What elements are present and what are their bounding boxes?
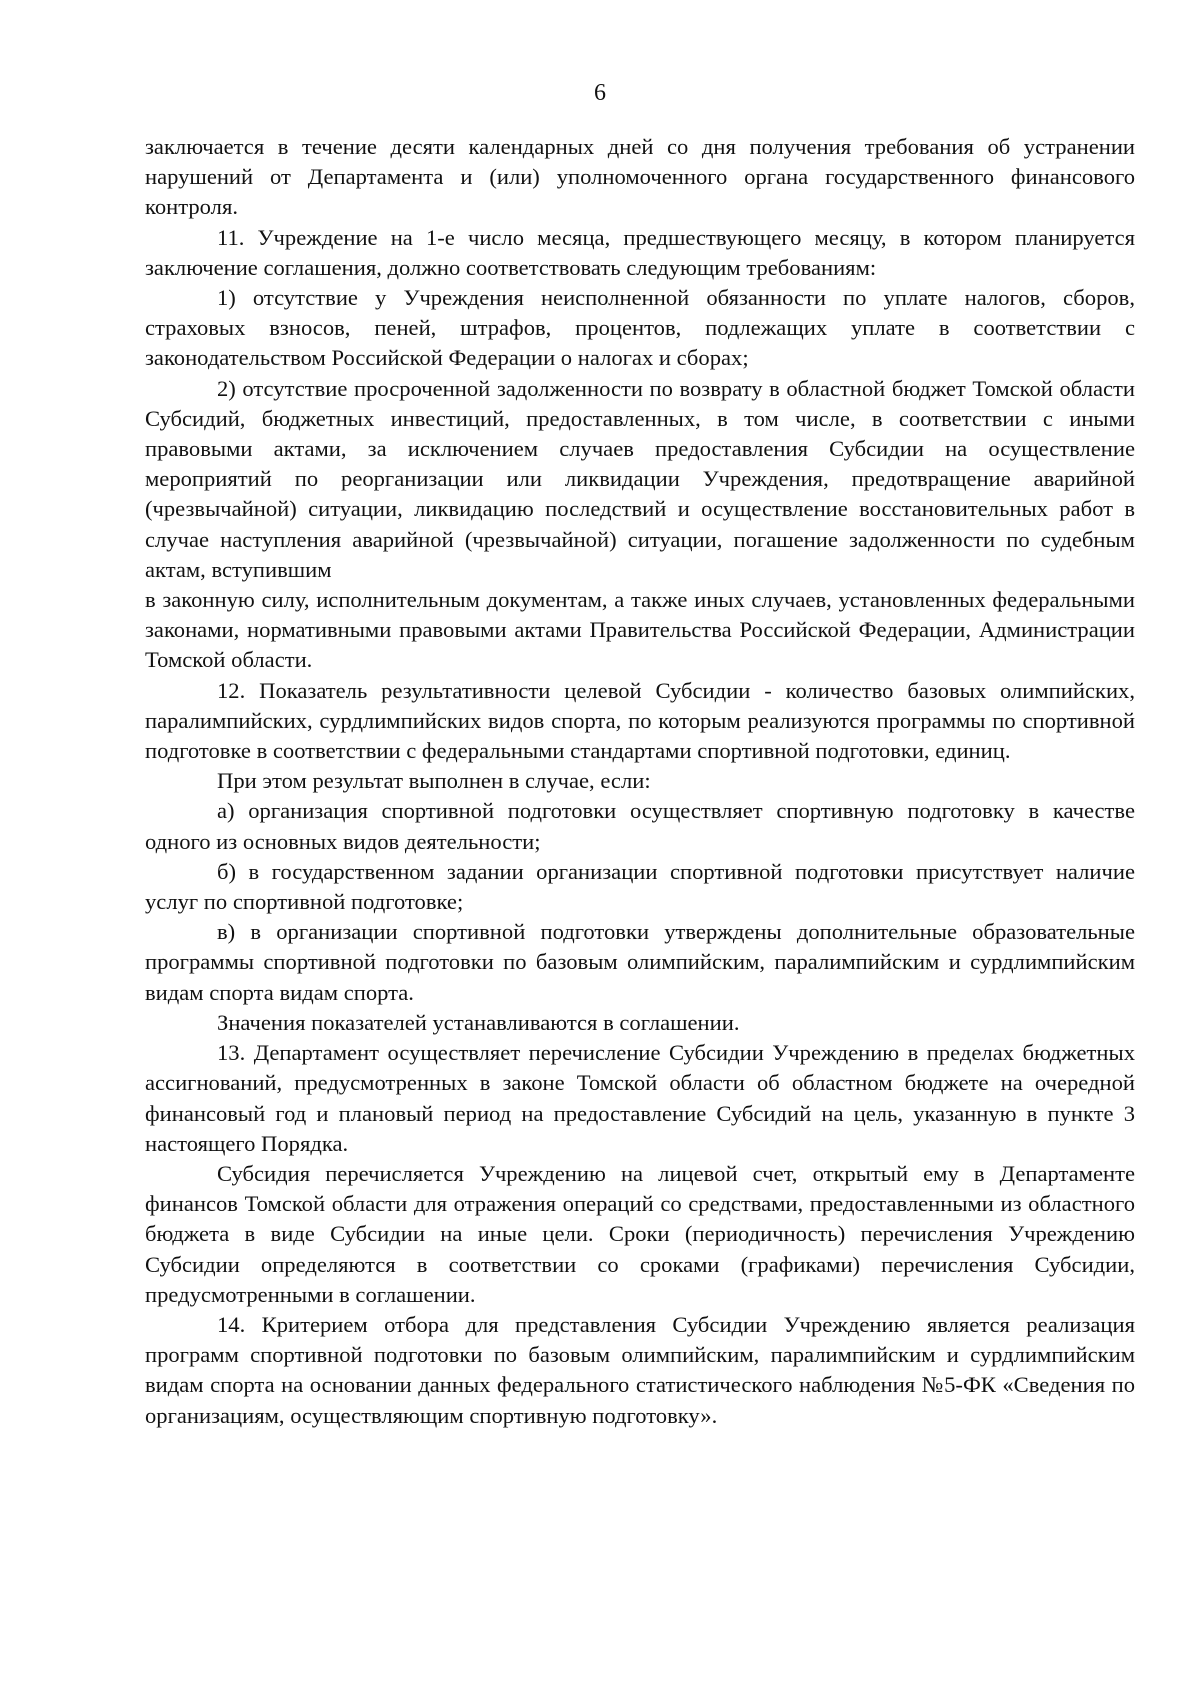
paragraph-item-12: 12. Показатель результативности целевой Субсидии - количество базовых олимпийских, паралимпийских, сурдлимпийских видов спорта, по которым реализуются программы по спортивной подготовке в соответствии с федеральными стандартами спортивной подготовки, единиц. bbox=[145, 677, 1135, 764]
paragraph-result-condition: При этом результат выполнен в случае, если: bbox=[217, 768, 651, 794]
document-body bbox=[145, 132, 1135, 1431]
paragraph-indicator-values: Значения показателей устанавливаются в соглашении. bbox=[217, 1009, 740, 1035]
paragraph-item-14: 14. Критерием отбора для представления Субсидии Учреждению является реализация программ спортивной подготовки по базовым олимпийским, паралимпийским и сурдлимпийским видам спорта на основании данных федерального статистического наблюдения №5-ФК «Сведения по организациям, осуществляющим спортивную подготовку». bbox=[145, 1311, 1135, 1428]
paragraph-condition-c: в) в организации спортивной подготовки утверждены дополнительные образовательные программы спортивной подготовки по базовым олимпийским, паралимпийским и сурдлимпийским видам спорта видам спорта. bbox=[145, 919, 1135, 1005]
paragraph-condition-b: б) в государственном задании организации спортивной подготовки присутствует наличие услуг по спортивной подготовке; bbox=[145, 858, 1135, 915]
paragraph-item-11-2: 2) отсутствие просроченной задолженности по возврату в областной бюджет Томской области Субсидий, бюджетных инвестиций, предоставленных, в том числе, в соответствии с иными правовыми актами, за исключением случаев предоставления Субсидии на осуществление мероприятий по реорганизации или ликвидации Учреждения, предотвращение аварийной (чрезвычайной) ситуации, ликвидацию последствий и осуществление восстановительных работ в случае наступления аварийной (чрезвычайной) ситуации, погашение задолженности по судебным актам, вступившим bbox=[145, 375, 1135, 582]
paragraph-continuation: заключается в течение десяти календарных дней со дня получения требования об устранении нарушений от Департамента и (или) уполномоченного органа государственного финансового контроля. bbox=[145, 134, 1135, 220]
paragraph-item-11-1: 1) отсутствие у Учреждения неисполненной обязанности по уплате налогов, сборов, страховых взносов, пеней, штрафов, процентов, подлежащих уплате в соответствии с законодательством Российской Федерации о налогах и сборах; bbox=[145, 285, 1135, 371]
paragraph-condition-a: а) организация спортивной подготовки осуществляет спортивную подготовку в качестве одного из основных видов деятельности; bbox=[145, 798, 1135, 854]
paragraph-item-11: 11. Учреждение на 1-е число месяца, предшествующего месяцу, в котором планируется заключение соглашения, должно соответствовать следующим требованиям: bbox=[145, 224, 1135, 280]
paragraph-subsidy-transfer: Субсидия перечисляется Учреждению на лицевой счет, открытый ему в Департаменте финансов Томской области для отражения операций со средствами, предоставленными из областного бюджета в виде Субсидии на иные цели. Сроки (периодичность) перечисления Учреждению Субсидии определяются в соответствии со сроками (графиками) перечисления Субсидии, предусмотренными в соглашении. bbox=[145, 1160, 1135, 1307]
page-number: 6 bbox=[594, 80, 606, 106]
paragraph-item-13: 13. Департамент осуществляет перечисление Субсидии Учреждению в пределах бюджетных ассигнований, предусмотренных в законе Томской области об областном бюджете на очередной финансовый год и плановый период на предоставление Субсидий на цель, указанную в пункте 3 настоящего Порядка. bbox=[145, 1040, 1135, 1156]
paragraph-item-11-2-continuation: в законную силу, исполнительным документам, а также иных случаев, установленных федеральными законами, нормативными правовыми актами Правительства Российской Федерации, Администрации Томской области. bbox=[145, 587, 1135, 673]
